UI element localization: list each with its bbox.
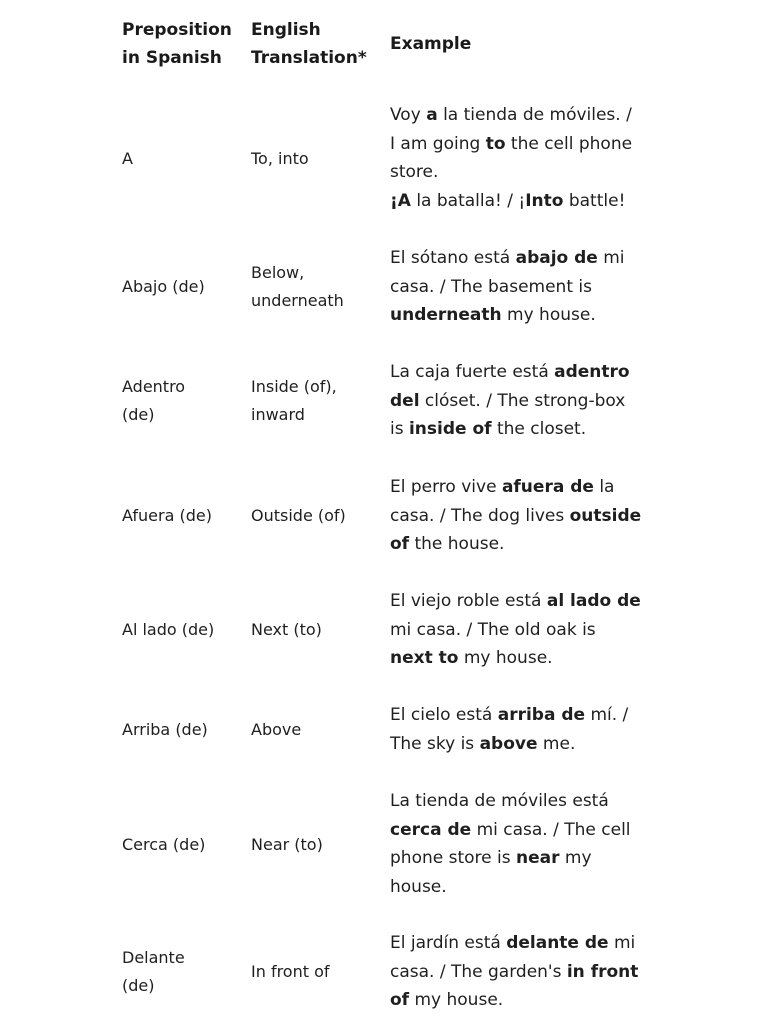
example-text: clóset. / The strong-box (419, 390, 626, 411)
example-text: la batalla! / ¡ (410, 190, 526, 211)
example-bold-text: delante de (506, 933, 609, 953)
english-line: To, into (251, 148, 309, 168)
example-line (390, 816, 652, 845)
spanish-line: A (122, 148, 133, 168)
english-translation (251, 101, 381, 216)
example-line (390, 929, 652, 958)
example-line (390, 358, 652, 387)
spanish-preposition (122, 244, 242, 330)
english-line: Next (to) (251, 620, 322, 639)
example-text: mi casa. / The old oak is (390, 619, 596, 640)
example-bold-text: of (390, 534, 410, 554)
example-line (390, 187, 652, 216)
spanish-preposition (122, 101, 242, 216)
example-sentence (390, 701, 652, 758)
spanish-preposition (122, 473, 242, 559)
header-line: in Spanish (122, 48, 222, 68)
english-line: inward (251, 405, 305, 424)
example-text: la (593, 477, 615, 497)
example-text: mí. / (585, 705, 629, 725)
example-text: is (390, 419, 409, 439)
example-line (390, 986, 652, 1015)
header-english-translation (251, 16, 371, 72)
example-sentence (390, 587, 652, 673)
example-text: casa. / The dog lives (390, 505, 570, 526)
spanish-line: Arriba (de) (122, 720, 208, 739)
example-line (390, 158, 652, 187)
table-row (0, 701, 768, 759)
example-text: me. (537, 733, 576, 754)
spanish-line: (de) (122, 405, 155, 424)
spanish-line: Adentro (122, 377, 186, 396)
table-row (0, 929, 768, 1015)
example-line (390, 587, 652, 616)
example-text: my (559, 848, 592, 868)
example-sentence (390, 929, 652, 1015)
header-line: English (251, 20, 321, 40)
example-line (390, 473, 652, 502)
english-line: Near (to) (251, 834, 323, 854)
example-line (390, 101, 652, 130)
table-row (0, 473, 768, 559)
example-line (390, 301, 652, 330)
example-line (390, 730, 652, 759)
english-line: underneath (251, 291, 344, 310)
example-line (390, 273, 652, 302)
header-line: Translation* (251, 48, 367, 68)
spanish-line: Al lado (de) (122, 620, 215, 639)
example-text: battle! (563, 190, 626, 211)
spanish-preposition (122, 787, 242, 902)
spanish-preposition (122, 929, 242, 1015)
example-text: mi (608, 933, 636, 953)
example-text: the house. (409, 534, 505, 554)
example-bold-text: inside of (408, 419, 492, 439)
example-line (390, 415, 652, 444)
english-translation (251, 244, 381, 330)
english-line: Inside (of), (251, 377, 337, 396)
english-translation (251, 473, 381, 559)
table-row (0, 244, 768, 330)
example-text: The sky is (390, 733, 480, 754)
table-row (0, 787, 768, 902)
example-sentence (390, 101, 652, 215)
english-line: Below, (251, 263, 305, 282)
example-bold-text: al lado de (546, 591, 641, 611)
example-text: La caja fuerte está (390, 362, 555, 382)
example-text: casa. / The garden's (390, 961, 567, 982)
example-text: El viejo roble está (390, 591, 547, 611)
example-text: El perro vive (390, 477, 502, 497)
example-line (390, 387, 652, 416)
example-bold-text: ¡A (390, 190, 411, 211)
english-line: Above (251, 720, 302, 739)
example-bold-text: abajo de (515, 248, 598, 268)
table-row (0, 358, 768, 444)
example-text: I am going (390, 133, 486, 154)
example-text: store. (390, 162, 439, 182)
header-line: Preposition (122, 20, 232, 40)
english-translation (251, 929, 381, 1015)
example-text: house. (390, 876, 447, 897)
example-text: my house. (501, 305, 596, 325)
example-text: casa. / The basement is (390, 276, 592, 297)
example-sentence (390, 473, 652, 559)
spanish-line: Abajo (de) (122, 277, 205, 296)
example-text: El cielo está (390, 705, 498, 725)
example-line (390, 787, 652, 816)
example-bold-text: afuera de (501, 477, 594, 497)
example-bold-text: arriba de (497, 705, 586, 725)
example-sentence (390, 244, 652, 330)
spanish-preposition (122, 358, 242, 444)
english-translation (251, 587, 381, 673)
table-row (0, 101, 768, 216)
example-bold-text: above (479, 733, 538, 754)
english-translation (251, 787, 381, 902)
example-bold-text: to (485, 133, 506, 154)
example-bold-text: of (390, 990, 410, 1010)
example-sentence (390, 787, 652, 901)
example-text: the cell phone (505, 133, 633, 154)
example-line (390, 644, 652, 673)
example-line (390, 958, 652, 987)
example-line (390, 844, 652, 873)
example-line (390, 873, 652, 902)
example-bold-text: Into (525, 190, 564, 211)
english-line: In front of (251, 962, 330, 981)
example-bold-text: a (426, 105, 438, 125)
example-line (390, 701, 652, 730)
example-line (390, 244, 652, 273)
example-bold-text: del (390, 390, 420, 411)
example-text: mi (597, 248, 625, 268)
example-text: my house. (409, 990, 504, 1010)
example-bold-text: cerca de (390, 819, 472, 840)
english-translation (251, 358, 381, 444)
english-line: Outside (of) (251, 506, 346, 525)
example-bold-text: in front (566, 961, 639, 982)
example-bold-text: outside (569, 505, 642, 526)
example-bold-text: next to (390, 648, 459, 668)
example-text: mi casa. / The cell (471, 819, 631, 840)
example-text: phone store is (390, 848, 516, 868)
spanish-line: (de) (122, 976, 155, 995)
example-text: the closet. (491, 419, 587, 439)
spanish-line: Delante (122, 948, 185, 967)
example-text: El jardín está (390, 933, 507, 953)
table-row (0, 587, 768, 673)
spanish-line: Afuera (de) (122, 506, 212, 525)
spanish-preposition (122, 701, 242, 759)
example-line (390, 502, 652, 531)
example-text: la tienda de móviles. / (437, 105, 632, 125)
english-translation (251, 701, 381, 759)
example-line (390, 616, 652, 645)
example-line (390, 530, 652, 559)
example-line (390, 130, 652, 159)
spanish-line: Cerca (de) (122, 834, 206, 854)
example-text: Voy (390, 105, 427, 125)
example-text: La tienda de móviles está (390, 791, 609, 811)
header-preposition-in-spanish (122, 16, 242, 72)
example-bold-text: near (516, 848, 560, 868)
example-text: El sótano está (390, 248, 516, 268)
example-bold-text: underneath (390, 305, 502, 325)
example-bold-text: adentro (554, 362, 630, 382)
header-example: Example (390, 34, 472, 54)
example-sentence (390, 358, 652, 444)
spanish-preposition (122, 587, 242, 673)
example-text: my house. (458, 648, 553, 668)
